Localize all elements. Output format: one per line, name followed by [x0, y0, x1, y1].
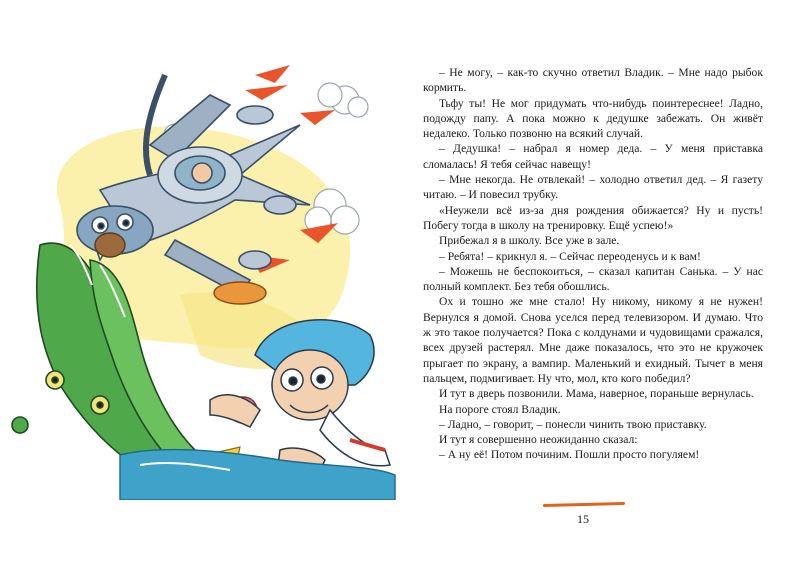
paragraph: На пороге стоял Владик. [439, 402, 561, 416]
paragraph: – Ладно, – говорит, – понесли чинить твою приставку. [439, 417, 707, 431]
paragraph: – Можешь не беспокоиться, – сказал капитан Санька. – У нас полный комплект. Без тебя обошлись. [423, 264, 763, 294]
paragraph: «Неужели всё из-за дня рождения обижается? Ну и пусть! Побегу тогда в школу на тренировку. Ещё успею!» [423, 203, 763, 232]
paragraph: И тут в дверь позвонили. Мама, наверное, пораньше вернулась. [439, 387, 754, 401]
paragraph: – Мне некогда. Не отвлекай! – холодно ответил дед. – Я газету читаю. – И повесил трубку. [423, 173, 763, 202]
text-column [423, 65, 763, 463]
paragraph: – Не могу, – как-то скучно ответил Владик. – Мне надо рыбок кормить. [423, 66, 763, 95]
sausage [214, 282, 266, 304]
paragraph: – Ребята! – крикнул я. – Сейчас переоденусь и к вам! [439, 249, 701, 263]
paragraph: Прибежал я в школу. Все уже в зале. [439, 234, 620, 248]
coconut [95, 233, 125, 257]
page-number-rule [543, 502, 625, 507]
paragraph: – А ну её! Потом починим. Пошли просто погуляем! [439, 448, 700, 462]
illustration [0, 55, 400, 500]
paragraph: Ох и тошно же мне стало! Ну никому, никому я не нужен! Вернулся я домой. Снова уселся перед телевизором. И думаю. Что ж это такое получается? Пока с колдунами и чудовищами сражался, всех друзей растерял. Мне даже показалось, что это не кружочек прыгает по экрану, а вампир. Маленький и ехидный. Тычет в меня пальцем, подмигивает. Ну что, мол, кто кого победил? [423, 295, 763, 385]
paragraph: И тут я совершенно неожиданно сказал: [439, 433, 638, 447]
paragraph: Тьфу ты! Не мог придумать что-нибудь поинтереснее! Ладно, подожду папу. А пока можно к дедушке забежать. Он живёт недалеко. Только позвоню на всякий случай. [423, 96, 763, 141]
paragraph: – Дедушка! – набрал я номер деда. – У меня приставка сломалась! Я тебя сейчас навещу! [423, 142, 763, 171]
page-number: 15 [577, 512, 589, 526]
